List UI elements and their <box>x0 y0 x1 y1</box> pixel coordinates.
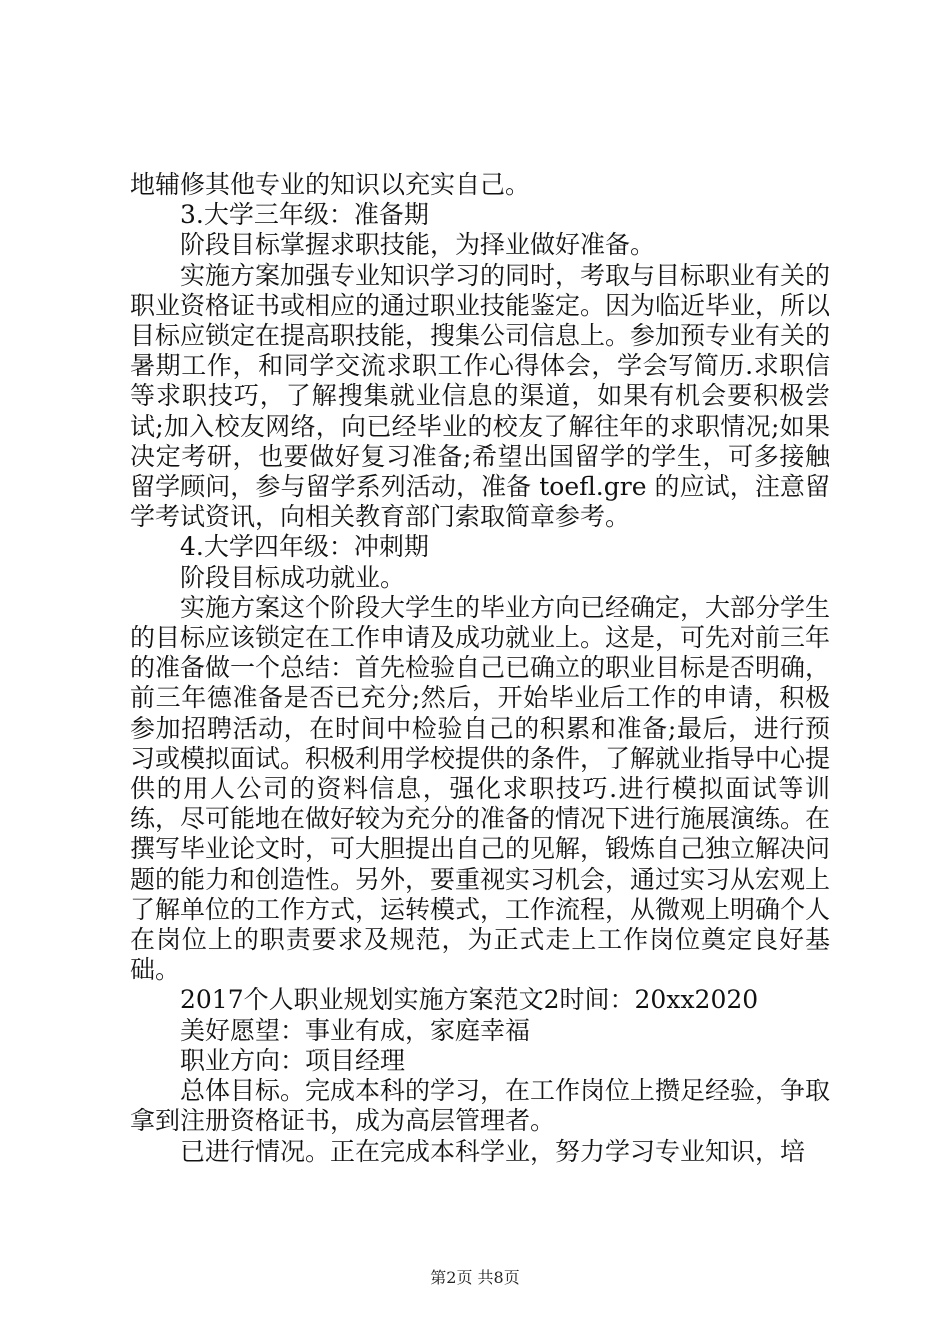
paragraph-plan-year3: 实施方案加强专业知识学习的同时，考取与目标职业有关的职业资格证书或相应的通过职业技能鉴定。因为临近毕业，所以目标应锁定在提高职技能，搜集公司信息上。参加预专业有关的暑期工作，和同学交流求职工作心得体会，学会写简历.求职信等求职技巧，了解搜集就业信息的渠道，如果有机会要积极尝试;加入校友网络，向已经毕业的校友了解往年的求职情况;如果决定考研，也要做好复习准备;希望出国留学的学生，可多接触留学顾问，参与留学系列活动，准备 toefl.gre 的应试，注意留学考试资讯，向相关教育部门索取简章参考。 <box>130 260 831 532</box>
page-footer: 第2页 共8页 <box>430 1268 520 1287</box>
paragraph-goal-year3: 阶段目标掌握求职技能，为择业做好准备。 <box>180 230 656 260</box>
paragraph-goal-year4: 阶段目标成功就业。 <box>180 562 406 592</box>
paragraph-continuation: 地辅修其他专业的知识以充实自己。 <box>130 170 531 199</box>
paragraph-direction: 职业方向：项目经理 <box>180 1045 406 1075</box>
paragraph-overall-goal: 总体目标。完成本科的学习，在工作岗位上攒足经验，争取拿到注册资格证书，成为高层管理者。 <box>130 1076 831 1136</box>
paragraph-plan-year4: 实施方案这个阶段大学生的毕业方向已经确定，大部分学生的目标应该锁定在工作申请及成功就业上。这是，可先对前三年的准备做一个总结：首先检验自己已确立的职业目标是否明确，前三年德准备是否已充分;然后，开始毕业后工作的申请，积极参加招聘活动，在时间中检验自己的积累和准备;最后，进行预习或模拟面试。积极利用学校提供的条件，了解就业指导中心提供的用人公司的资料信息，强化求职技巧.进行模拟面试等训练，尽可能地在做好较为充分的准备的情况下进行施展演练。在撰写毕业论文时，可大胆提出自己的见解，锻炼自己独立解决问题的能力和创造性。另外，要重视实习机会，通过实习从宏观上了解单位的工作方式，运转模式，工作流程，从微观上明确个人在岗位上的职责要求及规范，为正式走上工作岗位奠定良好基础。 <box>130 592 831 985</box>
paragraph-wish: 美好愿望：事业有成，家庭幸福 <box>180 1015 531 1045</box>
paragraph-progress: 已进行情况。正在完成本科学业，努力学习专业知识，培 <box>180 1136 806 1166</box>
section-heading-year3: 3.大学三年级：准备期 <box>180 200 429 230</box>
paragraph-sample2-title: 2017个人职业规划实施方案范文2时间：20xx2020 <box>180 985 759 1015</box>
section-heading-year4: 4.大学四年级：冲刺期 <box>180 532 429 562</box>
document-body <box>130 170 830 1167</box>
